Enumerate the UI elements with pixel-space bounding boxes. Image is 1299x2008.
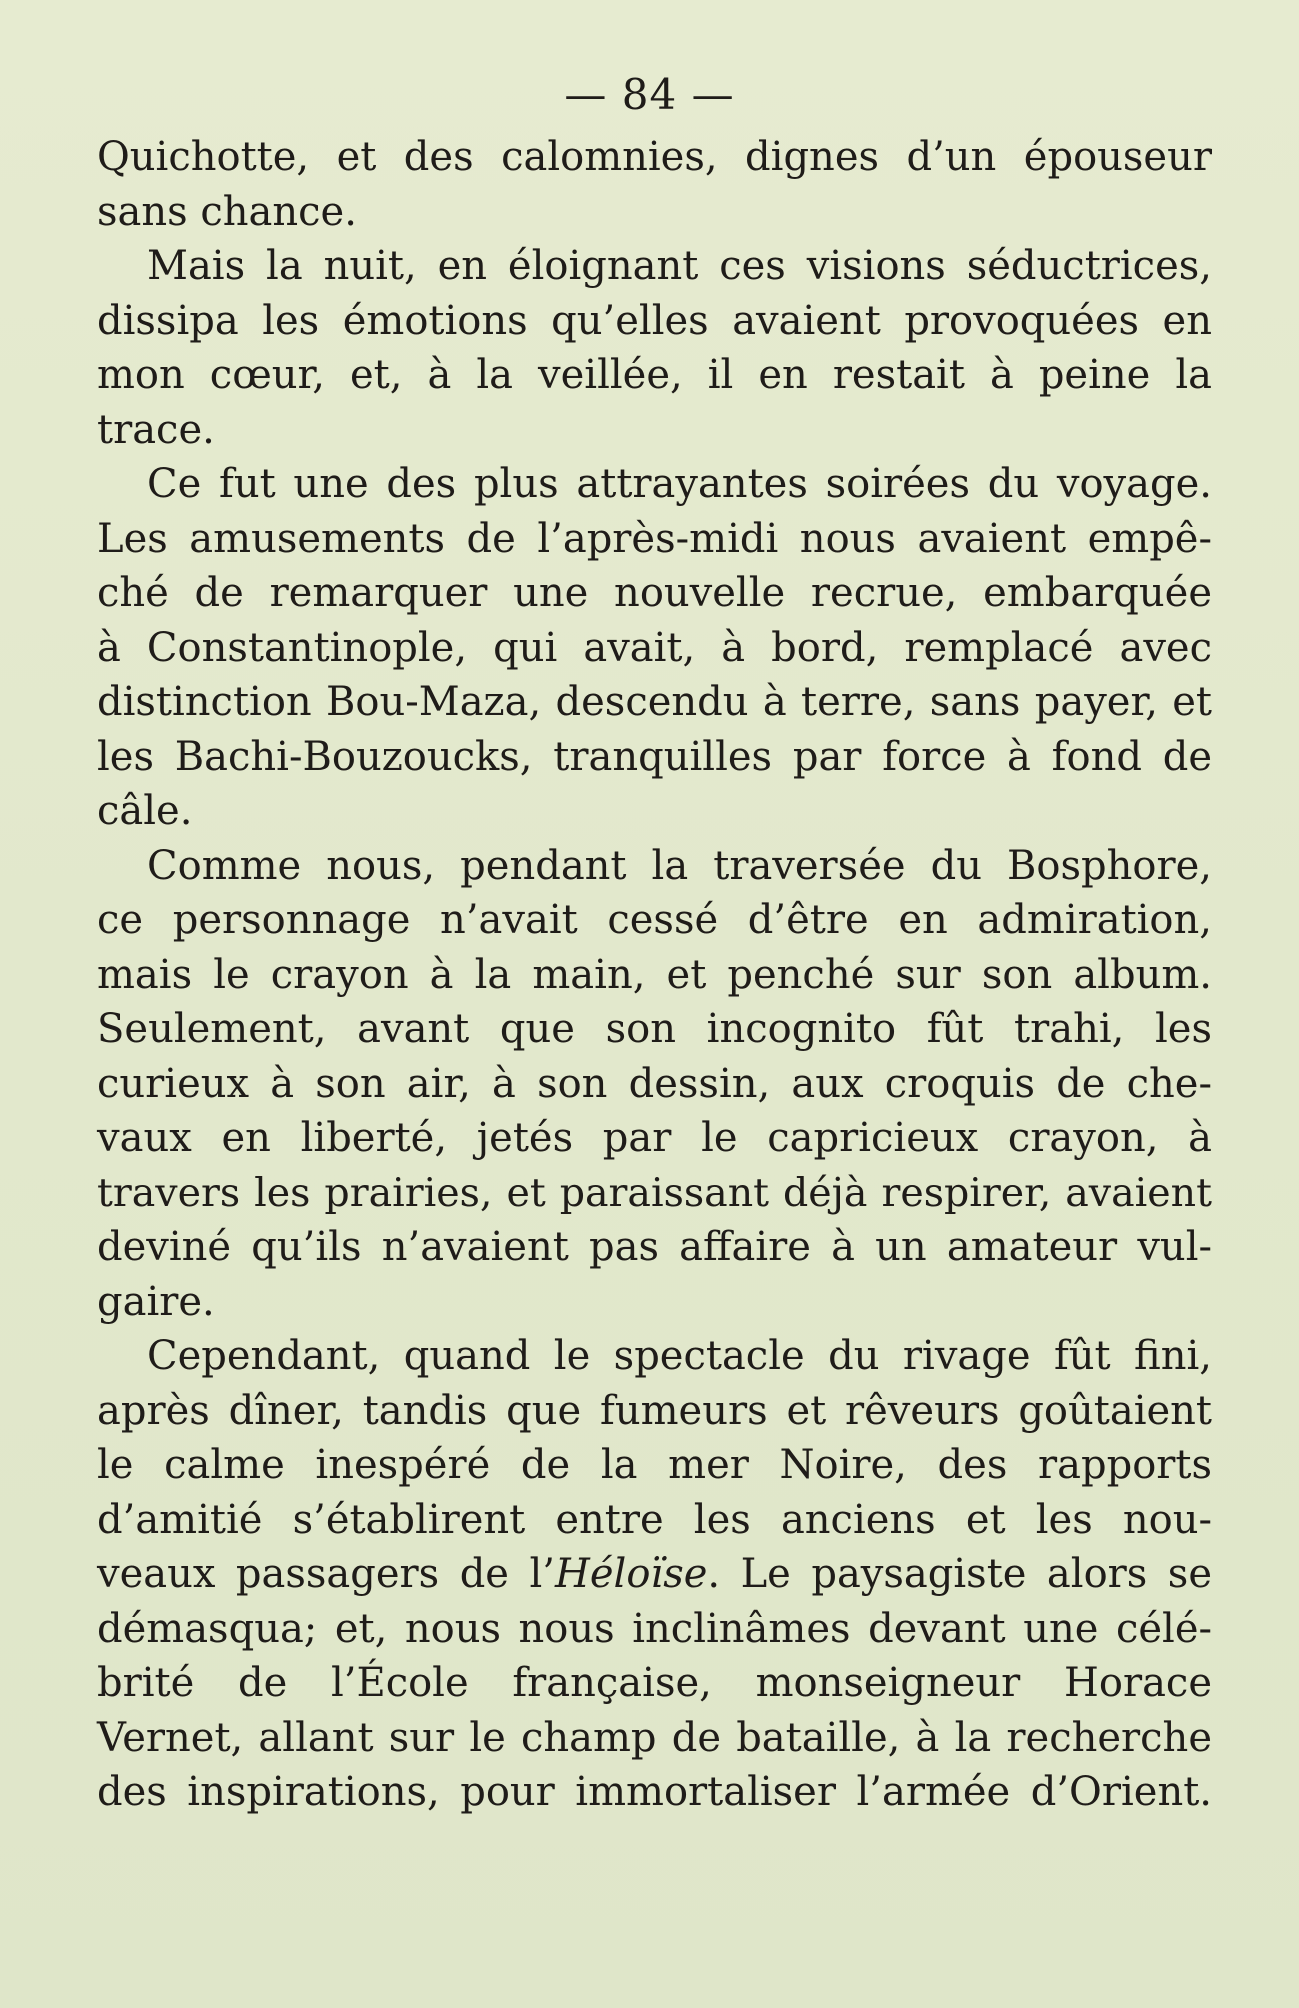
text-line: les Bachi-Bouzoucks, tranquilles par force à fond de: [97, 733, 1212, 780]
text-line: démasqua; et, nous nous inclinâmes devant une célé-: [97, 1605, 1212, 1652]
text-line: travers les prairies, et paraissant déjà respirer, avaient: [97, 1169, 1212, 1216]
text-line: trace.: [97, 406, 215, 453]
text-line: distinction Bou-Maza, descendu à terre, sans payer, et: [97, 679, 1212, 725]
text-line: Ce fut une des plus attrayantes soirées du voyage.: [147, 461, 1212, 507]
text-line: d’amitié s’établirent entre les anciens et les nou-: [97, 1496, 1212, 1543]
text-line: deviné qu’ils n’avaient pas affaire à un amateur vul-: [97, 1224, 1212, 1270]
text-line: vaux en liberté, jetés par le capricieux crayon, à: [97, 1115, 1212, 1161]
text-line: câle.: [97, 788, 193, 834]
text-line: à Constantinople, qui avait, à bord, remplacé avec: [97, 624, 1212, 671]
text-line: gaire.: [97, 1278, 215, 1325]
text-line: Les amusements de l’après-midi nous avaient empê-: [97, 515, 1212, 562]
text-line: Cependant, quand le spectacle du rivage fût fini,: [147, 1333, 1212, 1379]
text-line: mais le crayon à la main, et penché sur son album.: [97, 951, 1212, 998]
text-line: Mais la nuit, en éloignant ces visions séductrices,: [147, 243, 1212, 289]
text-line: après dîner, tandis que fumeurs et rêveurs goûtaient: [97, 1387, 1212, 1434]
text-line: curieux à son air, à son dessin, aux croquis de che-: [97, 1060, 1212, 1107]
text-line: mon cœur, et, à la veillée, il en restait à peine la: [97, 352, 1212, 398]
page-number: — 84 —: [564, 70, 735, 119]
text-line: Comme nous, pendant la traversée du Bosphore,: [147, 842, 1212, 889]
ship-name: Héloïse: [554, 1551, 708, 1597]
text-line: veaux passagers de l’Héloïse. Le paysagiste alors se: [97, 1551, 1212, 1597]
text-line: dissipa les émotions qu’elles avaient provoquées en: [97, 297, 1212, 344]
text-line: brité de l’École française, monseigneur Horace: [97, 1660, 1212, 1706]
text-line: sans chance.: [97, 188, 357, 235]
text-line: le calme inespéré de la mer Noire, des rapports: [97, 1442, 1212, 1488]
text-line: ché de remarquer une nouvelle recrue, embarquée: [97, 570, 1212, 616]
body-text: [97, 130, 1212, 1820]
text-line: Quichotte, et des calomnies, dignes d’un épouseur: [97, 134, 1212, 180]
text-line: des inspirations, pour immortaliser l’armée d’Orient.: [97, 1769, 1212, 1815]
text-line: Seulement, avant que son incognito fût trahi, les: [97, 1006, 1212, 1052]
text-line: Vernet, allant sur le champ de bataille, à la recherche: [97, 1714, 1212, 1761]
text-line: ce personnage n’avait cessé d’être en admiration,: [97, 897, 1212, 943]
